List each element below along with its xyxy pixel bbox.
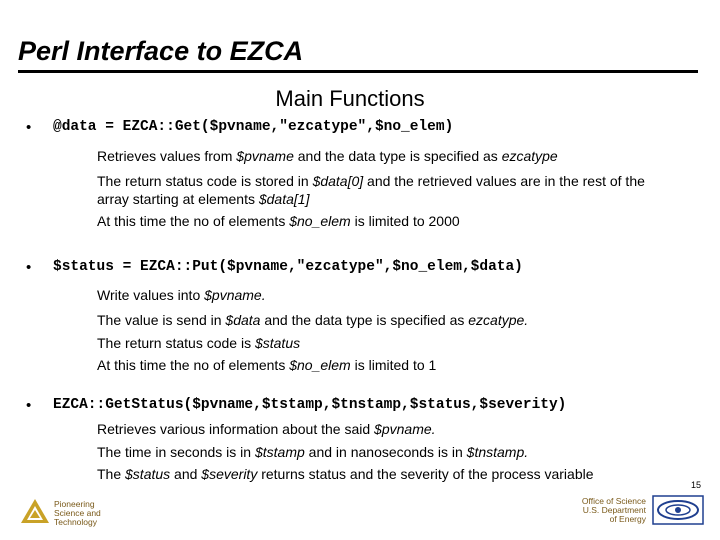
description-put-line-1: Write values into $pvname. bbox=[97, 287, 266, 303]
footer-left-line: Science and bbox=[54, 508, 101, 518]
footer-right-text bbox=[582, 497, 646, 524]
description-getstatus-line-1: Retrieves various information about the said $pvname. bbox=[97, 421, 436, 437]
slide-title: Perl Interface to EZCA bbox=[18, 36, 304, 66]
doe-office-of-science-logo-icon bbox=[652, 495, 704, 525]
bullet-marker: • bbox=[26, 259, 32, 276]
footer-left-text bbox=[54, 500, 101, 527]
description-get-line-3: At this time the no of elements $no_elem is limited to 2000 bbox=[97, 213, 460, 229]
description-getstatus-line-3: The $status and $severity returns status and the severity of the process variable bbox=[97, 466, 594, 482]
description-getstatus-line-2: The time in seconds is in $tstamp and in nanoseconds is in $tnstamp. bbox=[97, 444, 529, 460]
section-subtitle: Main Functions bbox=[275, 86, 425, 111]
description-put-line-2: The value is send in $data and the data type is specified as ezcatype. bbox=[97, 312, 529, 328]
argonne-logo-icon bbox=[20, 498, 50, 524]
function-signature-put: $status = EZCA::Put($pvname,"ezcatype",$no_elem,$data) bbox=[53, 259, 523, 275]
footer-right-line: Office of Science bbox=[581, 496, 646, 506]
description-get-line-1: Retrieves values from $pvname and the data type is specified as ezcatype bbox=[97, 148, 558, 164]
function-signature-get: @data = EZCA::Get($pvname,"ezcatype",$no_elem) bbox=[53, 119, 454, 135]
title-underline bbox=[18, 70, 698, 73]
footer-right-line: U.S. Department bbox=[582, 505, 646, 515]
description-put-line-4: At this time the no of elements $no_elem is limited to 1 bbox=[97, 357, 437, 373]
footer-right-line: of Energy bbox=[609, 514, 646, 524]
page-number: 15 bbox=[691, 480, 702, 490]
bullet-marker: • bbox=[26, 397, 32, 414]
footer-left-line: Technology bbox=[54, 517, 98, 527]
description-get-line-2: The return status code is stored in $data[0] and the retrieved values are in the rest of the array starting at elements $data[1] bbox=[97, 173, 645, 207]
footer-left-line: Pioneering bbox=[54, 499, 95, 509]
description-put-line-3: The return status code is $status bbox=[97, 335, 301, 351]
function-signature-getstatus: EZCA::GetStatus($pvname,$tstamp,$tnstamp,$status,$severity) bbox=[53, 397, 567, 413]
bullet-marker: • bbox=[26, 119, 32, 136]
